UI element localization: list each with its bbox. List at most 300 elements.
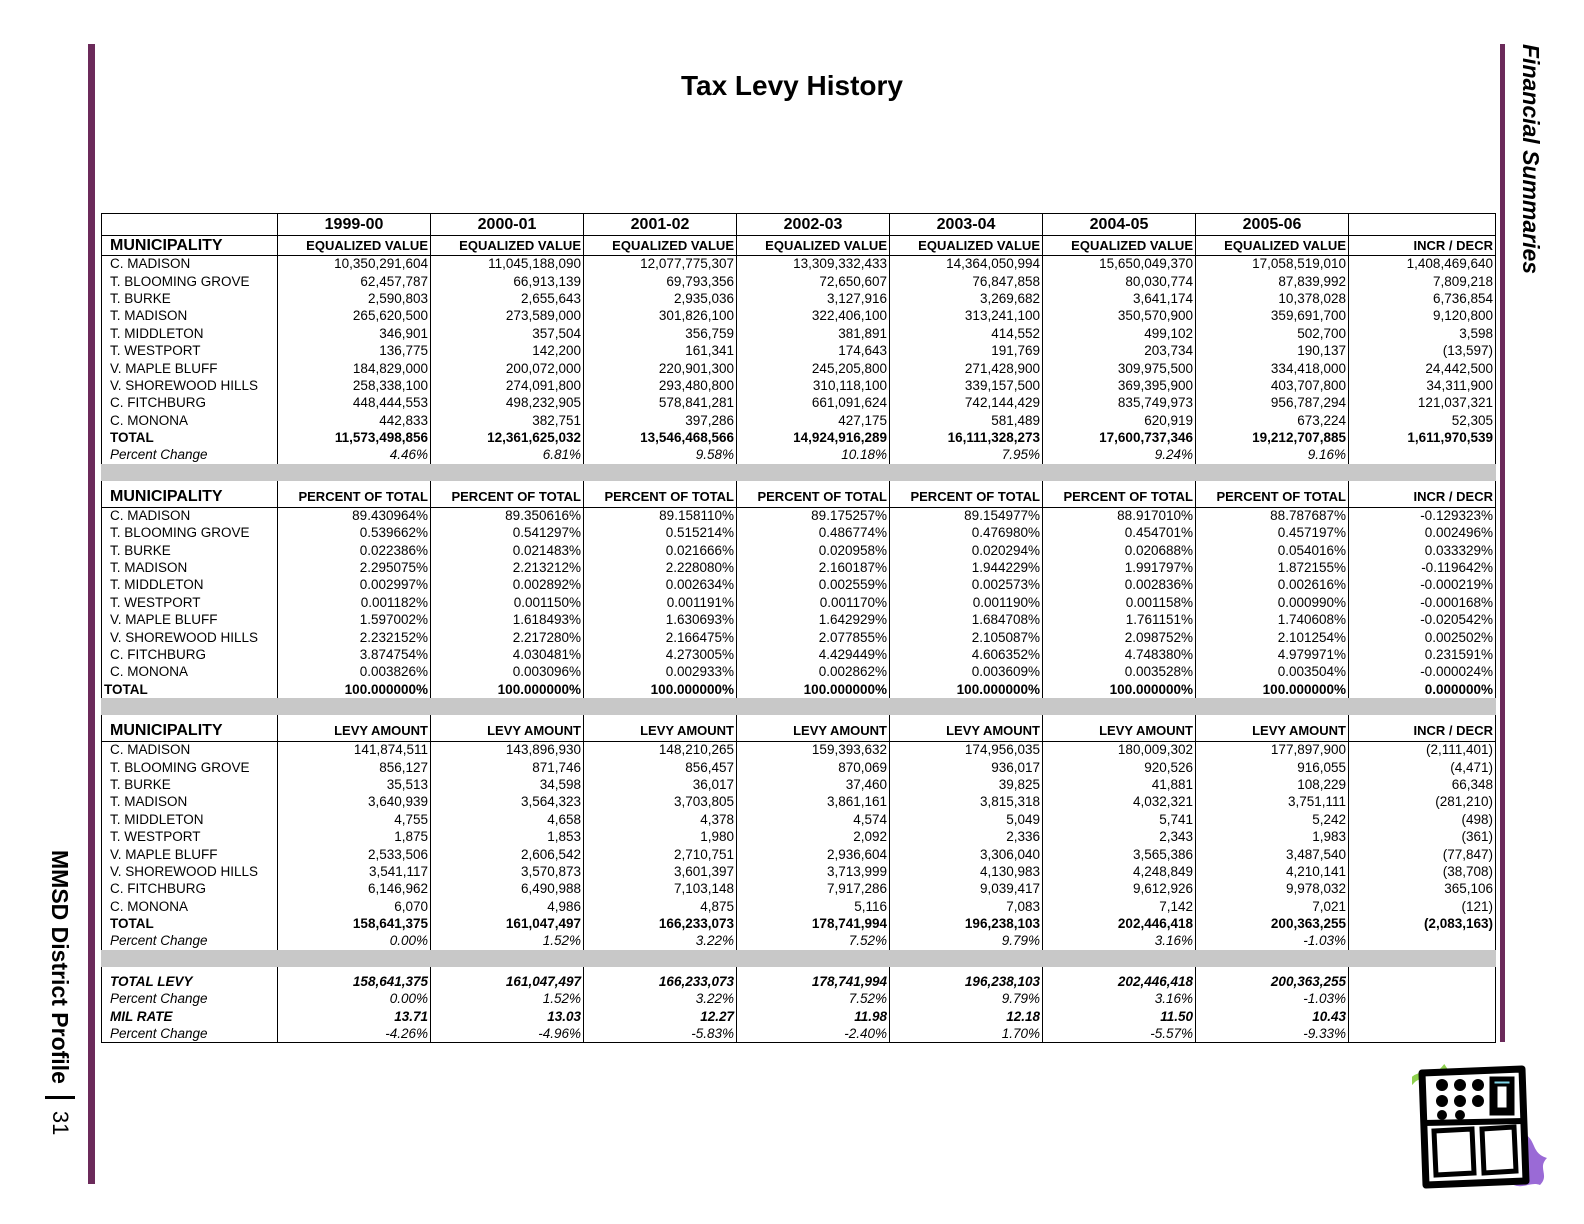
cell: 403,707,800 bbox=[1196, 377, 1349, 394]
cell: EQUALIZED VALUE bbox=[584, 236, 737, 256]
cell: 4.030481% bbox=[431, 646, 584, 663]
cell: 34,311,900 bbox=[1349, 377, 1496, 394]
cell: 1.52% bbox=[431, 991, 584, 1008]
cell: 0.022386% bbox=[278, 542, 431, 559]
cell: 414,552 bbox=[890, 325, 1043, 342]
cell: 2,606,542 bbox=[431, 846, 584, 863]
cell: 148,210,265 bbox=[584, 741, 737, 758]
cell: 0.539662% bbox=[278, 525, 431, 542]
total-levy-percent-change-row bbox=[102, 991, 1496, 1008]
cell: 161,047,497 bbox=[431, 915, 584, 932]
cell: 19,212,707,885 bbox=[1196, 429, 1349, 446]
cell: 69,793,356 bbox=[584, 273, 737, 290]
row-label: C. MADISON bbox=[102, 507, 278, 524]
cell: -4.96% bbox=[431, 1025, 584, 1042]
cell: PERCENT OF TOTAL bbox=[890, 487, 1043, 507]
cell: 0.002502% bbox=[1349, 629, 1496, 646]
cell: 9.79% bbox=[890, 991, 1043, 1008]
cell: 0.515214% bbox=[584, 525, 737, 542]
cell: 3,565,386 bbox=[1043, 846, 1196, 863]
cell: 2.217280% bbox=[431, 629, 584, 646]
cell: 365,106 bbox=[1349, 881, 1496, 898]
year-header: 2001-02 bbox=[584, 214, 737, 236]
cell: -4.26% bbox=[278, 1025, 431, 1042]
cell: (121) bbox=[1349, 898, 1496, 915]
cell: LEVY AMOUNT bbox=[1043, 721, 1196, 741]
cell: 0.00% bbox=[278, 933, 431, 950]
cell: 620,919 bbox=[1043, 412, 1196, 429]
cell: 916,055 bbox=[1196, 759, 1349, 776]
table-row bbox=[102, 646, 1496, 663]
section-separator bbox=[102, 950, 1496, 967]
cell: 6,146,962 bbox=[278, 881, 431, 898]
cell: 313,241,100 bbox=[890, 308, 1043, 325]
row-label: MUNICIPALITY bbox=[102, 487, 278, 507]
row-label: T. MADISON bbox=[102, 794, 278, 811]
cell: 936,017 bbox=[890, 759, 1043, 776]
cell: -0.000168% bbox=[1349, 594, 1496, 611]
cell: -0.020542% bbox=[1349, 612, 1496, 629]
cell: 0.000990% bbox=[1196, 594, 1349, 611]
cell: 7.95% bbox=[890, 447, 1043, 464]
cell: 346,901 bbox=[278, 325, 431, 342]
cell: 4,130,983 bbox=[890, 863, 1043, 880]
cell: 136,775 bbox=[278, 342, 431, 359]
cell: 13.03 bbox=[431, 1008, 584, 1025]
table-row bbox=[102, 881, 1496, 898]
cell: 448,444,553 bbox=[278, 395, 431, 412]
cell: 7,083 bbox=[890, 898, 1043, 915]
cell: 0.454701% bbox=[1043, 525, 1196, 542]
cell: PERCENT OF TOTAL bbox=[278, 487, 431, 507]
table-row bbox=[102, 256, 1496, 273]
cell: 9.58% bbox=[584, 447, 737, 464]
levy-total-row bbox=[102, 915, 1496, 932]
cell: 1.618493% bbox=[431, 612, 584, 629]
cell: 174,643 bbox=[737, 342, 890, 359]
cell: 7.52% bbox=[737, 991, 890, 1008]
table-row bbox=[102, 395, 1496, 412]
percent-total-row bbox=[102, 681, 1496, 698]
cell: 142,200 bbox=[431, 342, 584, 359]
cell: 3,541,117 bbox=[278, 863, 431, 880]
table-row bbox=[102, 507, 1496, 524]
cell: 0.002616% bbox=[1196, 577, 1349, 594]
cell: -1.03% bbox=[1196, 933, 1349, 950]
cell: 3,598 bbox=[1349, 325, 1496, 342]
calculator-icon bbox=[1412, 1063, 1552, 1193]
cell: 100.000000% bbox=[1196, 681, 1349, 698]
table-row bbox=[102, 811, 1496, 828]
cell: 6,490,988 bbox=[431, 881, 584, 898]
cell: 381,891 bbox=[737, 325, 890, 342]
cell: PERCENT OF TOTAL bbox=[1196, 487, 1349, 507]
table-row bbox=[102, 273, 1496, 290]
cell: 1,875 bbox=[278, 828, 431, 845]
year-header: 2002-03 bbox=[737, 214, 890, 236]
cell: 1,983 bbox=[1196, 828, 1349, 845]
cell: 0.002836% bbox=[1043, 577, 1196, 594]
cell: 920,526 bbox=[1043, 759, 1196, 776]
cell: 301,826,100 bbox=[584, 308, 737, 325]
cell: 100.000000% bbox=[431, 681, 584, 698]
cell: 6,070 bbox=[278, 898, 431, 915]
cell: 76,847,858 bbox=[890, 273, 1043, 290]
cell: 0.003504% bbox=[1196, 664, 1349, 681]
cell: 6,736,854 bbox=[1349, 290, 1496, 307]
cell: 14,364,050,994 bbox=[890, 256, 1043, 273]
cell: 0.003609% bbox=[890, 664, 1043, 681]
cell: 3,640,939 bbox=[278, 794, 431, 811]
cell: 202,446,418 bbox=[1043, 915, 1196, 932]
table-row bbox=[102, 612, 1496, 629]
cell: (38,708) bbox=[1349, 863, 1496, 880]
cell bbox=[1349, 1025, 1496, 1042]
cell: 1.597002% bbox=[278, 612, 431, 629]
cell: 24,442,500 bbox=[1349, 360, 1496, 377]
year-header: 2005-06 bbox=[1196, 214, 1349, 236]
cell: 191,769 bbox=[890, 342, 1043, 359]
cell: 184,829,000 bbox=[278, 360, 431, 377]
cell: 89.154977% bbox=[890, 507, 1043, 524]
cell: (13,597) bbox=[1349, 342, 1496, 359]
equalized-total-row bbox=[102, 429, 1496, 446]
cell: 200,363,255 bbox=[1196, 915, 1349, 932]
cell: 1.684708% bbox=[890, 612, 1043, 629]
cell: 1.630693% bbox=[584, 612, 737, 629]
row-label: Percent Change bbox=[102, 933, 278, 950]
table-row bbox=[102, 741, 1496, 758]
row-label: T. BURKE bbox=[102, 290, 278, 307]
cell: 88.787687% bbox=[1196, 507, 1349, 524]
cell: 0.000000% bbox=[1349, 681, 1496, 698]
cell: 2.213212% bbox=[431, 559, 584, 576]
cell: 856,127 bbox=[278, 759, 431, 776]
cell: 0.486774% bbox=[737, 525, 890, 542]
year-header-row bbox=[102, 214, 1496, 236]
cell: 0.002933% bbox=[584, 664, 737, 681]
row-label: C. FITCHBURG bbox=[102, 395, 278, 412]
row-label: V. MAPLE BLUFF bbox=[102, 612, 278, 629]
cell: 100.000000% bbox=[278, 681, 431, 698]
cell: 35,513 bbox=[278, 776, 431, 793]
row-label: MUNICIPALITY bbox=[102, 236, 278, 256]
cell: 202,446,418 bbox=[1043, 973, 1196, 990]
row-label: T. BLOOMING GROVE bbox=[102, 759, 278, 776]
table-row bbox=[102, 377, 1496, 394]
cell: 258,338,100 bbox=[278, 377, 431, 394]
cell bbox=[1349, 933, 1496, 950]
section-label-text: Financial Summaries bbox=[1518, 44, 1544, 275]
cell: 1.642929% bbox=[737, 612, 890, 629]
cell: 4,248,849 bbox=[1043, 863, 1196, 880]
equalized-percent-change-row bbox=[102, 447, 1496, 464]
cell: 220,901,300 bbox=[584, 360, 737, 377]
cell: 178,741,994 bbox=[737, 915, 890, 932]
cell: 2,936,604 bbox=[737, 846, 890, 863]
cell: 4.46% bbox=[278, 447, 431, 464]
cell: 100.000000% bbox=[737, 681, 890, 698]
cell: 9,039,417 bbox=[890, 881, 1043, 898]
cell: 322,406,100 bbox=[737, 308, 890, 325]
cell: 3,713,999 bbox=[737, 863, 890, 880]
cell: 309,975,500 bbox=[1043, 360, 1196, 377]
page-title: Tax Levy History bbox=[680, 70, 904, 101]
cell: 180,009,302 bbox=[1043, 741, 1196, 758]
row-label: Percent Change bbox=[102, 991, 278, 1008]
row-label: TOTAL bbox=[102, 915, 278, 932]
cell: 161,047,497 bbox=[431, 973, 584, 990]
cell: 34,598 bbox=[431, 776, 584, 793]
cell: 10.18% bbox=[737, 447, 890, 464]
cell: 1.70% bbox=[890, 1025, 1043, 1042]
footer-divider bbox=[45, 1096, 75, 1099]
cell: 1,408,469,640 bbox=[1349, 256, 1496, 273]
cell: 39,825 bbox=[890, 776, 1043, 793]
cell: 7,103,148 bbox=[584, 881, 737, 898]
row-label: C. MADISON bbox=[102, 741, 278, 758]
section-separator bbox=[102, 698, 1496, 715]
cell: 9,120,800 bbox=[1349, 308, 1496, 325]
cell: 856,457 bbox=[584, 759, 737, 776]
table-row bbox=[102, 290, 1496, 307]
cell: 2.098752% bbox=[1043, 629, 1196, 646]
cell: 0.021666% bbox=[584, 542, 737, 559]
cell: 108,229 bbox=[1196, 776, 1349, 793]
cell: 3,861,161 bbox=[737, 794, 890, 811]
cell: 502,700 bbox=[1196, 325, 1349, 342]
cell: LEVY AMOUNT bbox=[431, 721, 584, 741]
cell: -0.000219% bbox=[1349, 577, 1496, 594]
cell: 0.020958% bbox=[737, 542, 890, 559]
mil-rate-percent-change-row bbox=[102, 1025, 1496, 1042]
cell: 0.476980% bbox=[890, 525, 1043, 542]
cell: 339,157,500 bbox=[890, 377, 1043, 394]
cell: LEVY AMOUNT bbox=[584, 721, 737, 741]
cell: 100.000000% bbox=[1043, 681, 1196, 698]
cell: 0.457197% bbox=[1196, 525, 1349, 542]
cell: 1.740608% bbox=[1196, 612, 1349, 629]
cell: 0.002573% bbox=[890, 577, 1043, 594]
cell: 271,428,900 bbox=[890, 360, 1043, 377]
row-label: T. WESTPORT bbox=[102, 828, 278, 845]
cell: 10,378,028 bbox=[1196, 290, 1349, 307]
cell: 956,787,294 bbox=[1196, 395, 1349, 412]
row-label: V. MAPLE BLUFF bbox=[102, 360, 278, 377]
page-footer bbox=[44, 850, 76, 1170]
cell: (281,210) bbox=[1349, 794, 1496, 811]
cell: -5.57% bbox=[1043, 1025, 1196, 1042]
row-label: T. MIDDLETON bbox=[102, 325, 278, 342]
row-label: V. SHOREWOOD HILLS bbox=[102, 377, 278, 394]
row-label: T. BLOOMING GROVE bbox=[102, 273, 278, 290]
row-label: T. BURKE bbox=[102, 542, 278, 559]
cell: 7,809,218 bbox=[1349, 273, 1496, 290]
cell: 9,612,926 bbox=[1043, 881, 1196, 898]
row-label: T. MIDDLETON bbox=[102, 811, 278, 828]
mil-rate-row bbox=[102, 1008, 1496, 1025]
cell: 578,841,281 bbox=[584, 395, 737, 412]
year-header: 2000-01 bbox=[431, 214, 584, 236]
cell: 4,378 bbox=[584, 811, 737, 828]
cell: 0.00% bbox=[278, 991, 431, 1008]
table-row bbox=[102, 828, 1496, 845]
cell: 350,570,900 bbox=[1043, 308, 1196, 325]
table-row bbox=[102, 776, 1496, 793]
cell: 9.79% bbox=[890, 933, 1043, 950]
cell: 442,833 bbox=[278, 412, 431, 429]
cell: 871,746 bbox=[431, 759, 584, 776]
cell: 178,741,994 bbox=[737, 973, 890, 990]
row-label: V. SHOREWOOD HILLS bbox=[102, 629, 278, 646]
cell: 10.43 bbox=[1196, 1008, 1349, 1025]
cell bbox=[1349, 1008, 1496, 1025]
cell: INCR / DECR bbox=[1349, 487, 1496, 507]
cell: 293,480,800 bbox=[584, 377, 737, 394]
cell: 1.761151% bbox=[1043, 612, 1196, 629]
cell: 2.232152% bbox=[278, 629, 431, 646]
cell: 870,069 bbox=[737, 759, 890, 776]
table-row bbox=[102, 577, 1496, 594]
cell: 1,980 bbox=[584, 828, 737, 845]
cell: 0.001158% bbox=[1043, 594, 1196, 611]
row-label: V. SHOREWOOD HILLS bbox=[102, 863, 278, 880]
cell: 11.98 bbox=[737, 1008, 890, 1025]
cell: 1.872155% bbox=[1196, 559, 1349, 576]
cell: 0.003826% bbox=[278, 664, 431, 681]
cell: PERCENT OF TOTAL bbox=[737, 487, 890, 507]
cell: 190,137 bbox=[1196, 342, 1349, 359]
cell: 0.002559% bbox=[737, 577, 890, 594]
cell: 4,210,141 bbox=[1196, 863, 1349, 880]
cell: 9.24% bbox=[1043, 447, 1196, 464]
cell: 0.003096% bbox=[431, 664, 584, 681]
row-label: C. MONONA bbox=[102, 898, 278, 915]
cell: 159,393,632 bbox=[737, 741, 890, 758]
cell: 12,077,775,307 bbox=[584, 256, 737, 273]
cell: 5,741 bbox=[1043, 811, 1196, 828]
cell: (498) bbox=[1349, 811, 1496, 828]
year-header: 2004-05 bbox=[1043, 214, 1196, 236]
cell: INCR / DECR bbox=[1349, 236, 1496, 256]
cell: 0.002496% bbox=[1349, 525, 1496, 542]
cell: EQUALIZED VALUE bbox=[890, 236, 1043, 256]
tax-levy-table bbox=[101, 213, 1496, 1043]
cell: -2.40% bbox=[737, 1025, 890, 1042]
cell: 11,045,188,090 bbox=[431, 256, 584, 273]
cell: 397,286 bbox=[584, 412, 737, 429]
table-row bbox=[102, 360, 1496, 377]
cell: 0.021483% bbox=[431, 542, 584, 559]
cell: 4,032,321 bbox=[1043, 794, 1196, 811]
cell: 89.175257% bbox=[737, 507, 890, 524]
cell: INCR / DECR bbox=[1349, 721, 1496, 741]
row-label: T. MIDDLETON bbox=[102, 577, 278, 594]
cell: EQUALIZED VALUE bbox=[431, 236, 584, 256]
cell: 4,875 bbox=[584, 898, 737, 915]
cell: 6.81% bbox=[431, 447, 584, 464]
cell: -9.33% bbox=[1196, 1025, 1349, 1042]
row-label: C. MONONA bbox=[102, 412, 278, 429]
cell: 14,924,916,289 bbox=[737, 429, 890, 446]
cell: PERCENT OF TOTAL bbox=[431, 487, 584, 507]
cell: 89.350616% bbox=[431, 507, 584, 524]
cell: 12.18 bbox=[890, 1008, 1043, 1025]
cell: 2.077855% bbox=[737, 629, 890, 646]
cell: 12,361,625,032 bbox=[431, 429, 584, 446]
year-header: 1999-00 bbox=[278, 214, 431, 236]
cell: 1,611,970,539 bbox=[1349, 429, 1496, 446]
cell: -1.03% bbox=[1196, 991, 1349, 1008]
cell: 499,102 bbox=[1043, 325, 1196, 342]
cell: 66,348 bbox=[1349, 776, 1496, 793]
cell: 12.27 bbox=[584, 1008, 737, 1025]
cell: 72,650,607 bbox=[737, 273, 890, 290]
cell bbox=[1349, 447, 1496, 464]
table-row bbox=[102, 325, 1496, 342]
table-row bbox=[102, 898, 1496, 915]
cell: 9.16% bbox=[1196, 447, 1349, 464]
cell: 100.000000% bbox=[584, 681, 737, 698]
cell: 7,142 bbox=[1043, 898, 1196, 915]
cell: LEVY AMOUNT bbox=[737, 721, 890, 741]
profile-title: MMSD District Profile bbox=[47, 850, 73, 1084]
cell: 334,418,000 bbox=[1196, 360, 1349, 377]
table-row bbox=[102, 525, 1496, 542]
cell: (4,471) bbox=[1349, 759, 1496, 776]
cell: 2,935,036 bbox=[584, 290, 737, 307]
row-label: C. FITCHBURG bbox=[102, 646, 278, 663]
cell: 3,815,318 bbox=[890, 794, 1043, 811]
cell: 0.033329% bbox=[1349, 542, 1496, 559]
row-label: T. WESTPORT bbox=[102, 342, 278, 359]
cell: 158,641,375 bbox=[278, 973, 431, 990]
cell: 89.430964% bbox=[278, 507, 431, 524]
cell: 4.748380% bbox=[1043, 646, 1196, 663]
cell: 7,917,286 bbox=[737, 881, 890, 898]
table-row bbox=[102, 594, 1496, 611]
cell: 273,589,000 bbox=[431, 308, 584, 325]
levy-percent-change-row bbox=[102, 933, 1496, 950]
cell: 3,570,873 bbox=[431, 863, 584, 880]
cell: 2.295075% bbox=[278, 559, 431, 576]
cell: 3,751,111 bbox=[1196, 794, 1349, 811]
table-row bbox=[102, 342, 1496, 359]
cell: 17,058,519,010 bbox=[1196, 256, 1349, 273]
cell: 143,896,930 bbox=[431, 741, 584, 758]
cell: 0.002892% bbox=[431, 577, 584, 594]
table-row bbox=[102, 794, 1496, 811]
cell: 265,620,500 bbox=[278, 308, 431, 325]
cell: 100.000000% bbox=[890, 681, 1043, 698]
cell: 427,175 bbox=[737, 412, 890, 429]
cell: 3,269,682 bbox=[890, 290, 1043, 307]
left-accent-bar bbox=[88, 44, 95, 1184]
cell: 3,703,805 bbox=[584, 794, 737, 811]
cell: 5,049 bbox=[890, 811, 1043, 828]
row-label: T. MADISON bbox=[102, 559, 278, 576]
cell: 37,460 bbox=[737, 776, 890, 793]
row-label: TOTAL bbox=[102, 429, 278, 446]
cell: 200,363,255 bbox=[1196, 973, 1349, 990]
cell: 0.020294% bbox=[890, 542, 1043, 559]
cell: 0.003528% bbox=[1043, 664, 1196, 681]
cell: 87,839,992 bbox=[1196, 273, 1349, 290]
cell: 11,573,498,856 bbox=[278, 429, 431, 446]
cell: 10,350,291,604 bbox=[278, 256, 431, 273]
cell: 3,127,916 bbox=[737, 290, 890, 307]
cell: EQUALIZED VALUE bbox=[1043, 236, 1196, 256]
